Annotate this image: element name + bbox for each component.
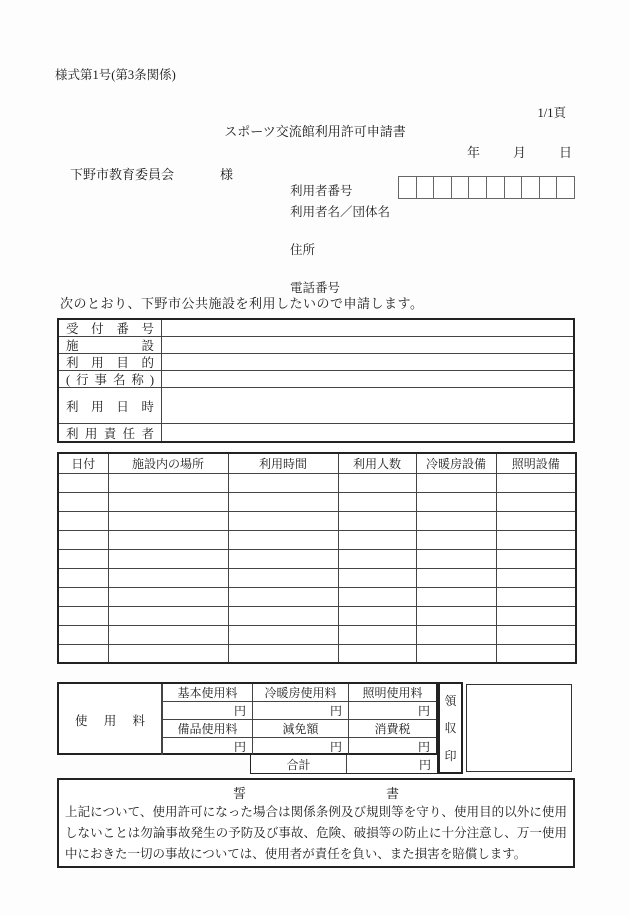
addressee-line [70, 164, 233, 183]
empty-cell [416, 644, 496, 663]
event-name-value [162, 371, 573, 387]
empty-cell [228, 492, 338, 511]
user-number-cell [434, 177, 452, 198]
info-row-reception-number [59, 320, 573, 337]
empty-cell [58, 587, 108, 606]
empty-cell [228, 530, 338, 549]
equipment-fee-amount: 円 [162, 737, 252, 755]
date-year-label: 年 [466, 145, 480, 160]
empty-cell [58, 473, 108, 492]
empty-cell [108, 587, 228, 606]
col-header-people: 利用人数 [338, 453, 416, 473]
purpose-label: 利用目的 [59, 354, 162, 370]
empty-cell [496, 587, 576, 606]
empty-cell [108, 606, 228, 625]
empty-cell [338, 492, 416, 511]
date-day-label: 日 [558, 145, 572, 160]
empty-cell [338, 625, 416, 644]
empty-cell [338, 511, 416, 530]
empty-cell [228, 568, 338, 587]
page-title: スポーツ交流館利用許可申請書 [224, 124, 406, 139]
empty-cell [228, 473, 338, 492]
form-number: 様式第1号(第3条関係) [55, 68, 176, 82]
reception-number-label: 受付番号 [59, 320, 162, 336]
reduction-amount: 円 [252, 737, 348, 755]
user-number-boxes [398, 176, 575, 199]
empty-cell [108, 549, 228, 568]
col-header-time: 利用時間 [228, 453, 338, 473]
honorific: 様 [220, 167, 234, 182]
empty-cell [108, 644, 228, 663]
col-header-hvac: 冷暖房設備 [416, 453, 496, 473]
empty-cell [338, 644, 416, 663]
empty-cell [496, 606, 576, 625]
usage-empty-row [58, 530, 576, 549]
datetime-value [162, 388, 573, 423]
usage-header-row [58, 453, 576, 473]
empty-cell [108, 530, 228, 549]
info-row-responsible-person [59, 424, 573, 441]
empty-cell [58, 606, 108, 625]
empty-cell [416, 473, 496, 492]
empty-cell [228, 606, 338, 625]
col-header-lighting: 照明設備 [496, 453, 576, 473]
date-month-label: 月 [512, 145, 526, 160]
usage-empty-row [58, 587, 576, 606]
empty-cell [228, 549, 338, 568]
empty-cell [58, 492, 108, 511]
empty-cell [58, 511, 108, 530]
empty-cell [58, 549, 108, 568]
user-number-cell [399, 177, 417, 198]
empty-cell [416, 606, 496, 625]
equipment-fee-label: 備品使用料 [162, 719, 252, 737]
facility-label: 施設 [59, 337, 162, 353]
empty-cell [108, 492, 228, 511]
empty-cell [496, 568, 576, 587]
usage-empty-row [58, 568, 576, 587]
user-number-label: 利用者番号 [290, 184, 353, 198]
empty-cell [58, 644, 108, 663]
usage-empty-row [58, 644, 576, 663]
empty-cell [108, 568, 228, 587]
empty-cell [228, 644, 338, 663]
col-header-place: 施設内の場所 [108, 453, 228, 473]
date-line [467, 142, 572, 161]
pledge-title: 誓 書 [232, 785, 400, 801]
lighting-fee-label: 照明使用料 [348, 684, 436, 701]
empty-cell [108, 473, 228, 492]
empty-cell [58, 625, 108, 644]
usage-empty-row [58, 473, 576, 492]
empty-cell [416, 530, 496, 549]
user-number-cell [469, 177, 487, 198]
empty-cell [496, 549, 576, 568]
datetime-label: 利用日時 [59, 388, 162, 423]
user-number-cell [522, 177, 540, 198]
empty-cell [416, 587, 496, 606]
usage-empty-row [58, 549, 576, 568]
responsible-person-value [162, 424, 573, 441]
pledge-box [57, 778, 575, 868]
empty-cell [416, 625, 496, 644]
usage-empty-row [58, 625, 576, 644]
empty-cell [496, 530, 576, 549]
empty-cell [108, 625, 228, 644]
empty-cell [228, 587, 338, 606]
intro-sentence: 次のとおり、下野市公共施設を利用したいので申請します。 [60, 296, 424, 311]
empty-cell [58, 530, 108, 549]
col-header-date: 日付 [58, 453, 108, 473]
user-number-cell [540, 177, 558, 198]
event-name-label: (行事名称) [59, 371, 162, 387]
empty-cell [496, 625, 576, 644]
info-row-datetime [59, 388, 573, 424]
empty-cell [496, 492, 576, 511]
tax-amount: 円 [348, 737, 436, 755]
total-amount: 円 [418, 757, 431, 772]
fee-table [57, 682, 438, 755]
facility-value [162, 337, 573, 353]
empty-cell [416, 568, 496, 587]
usage-schedule-table [57, 452, 577, 664]
info-row-event-name [59, 371, 573, 388]
receipt-stamp-label: 領 収 印 [438, 682, 463, 774]
addressee: 下野市教育委員会 [70, 167, 175, 182]
responsible-person-label: 利用責任者 [59, 424, 162, 441]
user-number-cell [557, 177, 574, 198]
empty-cell [416, 549, 496, 568]
empty-cell [338, 549, 416, 568]
pledge-body: 上記について、使用許可になった場合は関係条例及び規則等を守り、使用目的以外に使用しないことは勿論事故発生の予防及び事故、危険、破損等の防止に十分注意し、万一使用中におきた一切の事故については、使用者が責任を負い、また損害を賠償します。 [65, 805, 567, 861]
empty-cell [338, 530, 416, 549]
page-indicator: 1/1頁 [537, 106, 566, 120]
empty-cell [496, 644, 576, 663]
user-number-cell [452, 177, 470, 198]
address-label: 住所 [290, 243, 316, 257]
fee-section-label: 使用料 [59, 684, 162, 755]
hvac-fee-amount: 円 [252, 701, 348, 719]
empty-cell [228, 511, 338, 530]
user-number-cell [505, 177, 523, 198]
user-name-label: 利用者名／団体名 [290, 205, 391, 219]
receipt-stamp-box [466, 684, 572, 772]
empty-cell [58, 568, 108, 587]
usage-empty-row [58, 511, 576, 530]
hvac-fee-label: 冷暖房使用料 [252, 684, 348, 701]
usage-table-body [58, 473, 576, 663]
empty-cell [228, 625, 338, 644]
phone-label: 電話番号 [290, 281, 341, 295]
empty-cell [496, 473, 576, 492]
basic-fee-amount: 円 [162, 701, 252, 719]
fee-total-row [250, 755, 438, 774]
tax-label: 消費税 [348, 719, 436, 737]
usage-empty-row [58, 492, 576, 511]
reception-number-value [162, 320, 573, 336]
lighting-fee-amount: 円 [348, 701, 436, 719]
reduction-label: 減免額 [252, 719, 348, 737]
usage-empty-row [58, 606, 576, 625]
basic-fee-label: 基本使用料 [162, 684, 252, 701]
empty-cell [108, 511, 228, 530]
info-table [57, 318, 575, 443]
user-number-cell [487, 177, 505, 198]
total-label: 合計 [251, 755, 347, 773]
empty-cell [338, 606, 416, 625]
info-row-facility [59, 337, 573, 354]
info-row-purpose [59, 354, 573, 371]
empty-cell [338, 568, 416, 587]
empty-cell [338, 473, 416, 492]
purpose-value [162, 354, 573, 370]
empty-cell [496, 511, 576, 530]
user-number-cell [417, 177, 435, 198]
empty-cell [416, 492, 496, 511]
empty-cell [338, 587, 416, 606]
empty-cell [416, 511, 496, 530]
